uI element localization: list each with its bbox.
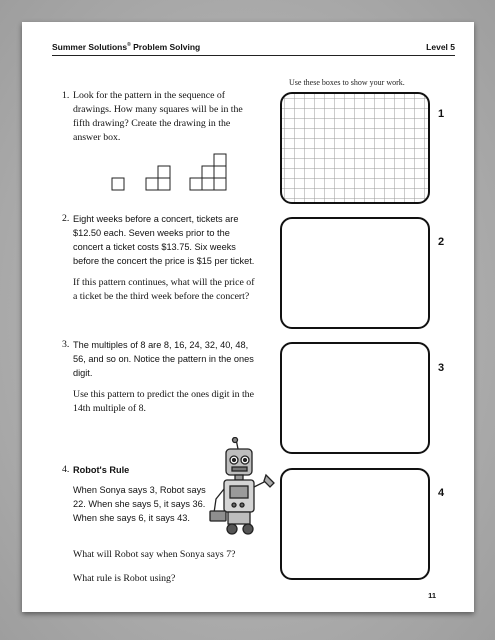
work-box-3[interactable]	[280, 342, 430, 454]
work-boxes-title: Use these boxes to show your work.	[289, 78, 405, 87]
drawing-3-square	[214, 154, 226, 166]
question-1	[62, 89, 258, 145]
drawing-2-square	[146, 178, 158, 190]
robot-illustration	[208, 437, 278, 539]
question-1-text: Look for the pattern in the sequence of drawings. How many squares will be in the fifth drawing? Create the drawing in the answer box.	[73, 90, 243, 143]
drawing-3-square	[214, 178, 226, 190]
drawing-3-square	[214, 166, 226, 178]
question-4-number: 4.	[62, 464, 70, 475]
header-subtitle: Problem Solving	[130, 42, 201, 52]
work-box-2[interactable]	[280, 217, 430, 329]
question-2	[62, 212, 258, 304]
worksheet-page	[22, 22, 474, 612]
question-4-prompts	[62, 548, 272, 586]
work-box-4[interactable]	[280, 468, 430, 580]
box-number-4: 4	[438, 487, 445, 499]
question-2-text: Eight weeks before a concert, tickets are $12.50 each. Seven weeks prior to the concert a ticket costs $13.75. Six weeks before the concert the price is $15 per ticket.	[73, 214, 255, 266]
question-3-prompt: Use this pattern to predict the ones digit in the 14th multiple of 8.	[73, 389, 254, 414]
question-4	[62, 463, 212, 525]
question-4-title: Robot's Rule	[73, 465, 130, 475]
question-4-prompt-2: What rule is Robot using?	[73, 573, 176, 584]
page-number: 11	[428, 591, 436, 600]
question-3-number: 3.	[62, 339, 70, 350]
drawing-2-square	[158, 166, 170, 178]
square-pattern-drawings	[110, 152, 270, 194]
header-level: Level 5	[426, 42, 455, 52]
header-title-text: Summer Solutions	[52, 42, 128, 52]
question-2-number: 2.	[62, 213, 70, 224]
question-2-prompt: If this pattern continues, what will the price of a ticket be the third week before the concert?	[73, 277, 255, 302]
drawing-3-square	[202, 178, 214, 190]
registered-mark: ®	[127, 42, 131, 49]
drawing-2-square	[158, 178, 170, 190]
header-rule	[52, 55, 455, 56]
drawing-1-square	[112, 178, 124, 190]
question-1-number: 1.	[62, 90, 70, 101]
drawing-3-square	[190, 178, 202, 190]
drawing-3-square	[202, 166, 214, 178]
work-box-1-grid[interactable]	[280, 92, 430, 204]
box-number-1: 1	[438, 108, 445, 120]
question-4-prompt-1: What will Robot say when Sonya says 7?	[73, 549, 236, 560]
box-number-3: 3	[438, 362, 445, 374]
question-3-text: The multiples of 8 are 8, 16, 24, 32, 40, 48, 56, and so on. Notice the pattern in the ones digit.	[73, 340, 254, 378]
box-number-2: 2	[438, 236, 445, 248]
question-4-text: When Sonya says 3, Robot says 22. When she says 5, it says 36. When she says 6, it says 43.	[73, 485, 206, 523]
header-title	[52, 42, 200, 52]
question-3	[62, 338, 258, 416]
